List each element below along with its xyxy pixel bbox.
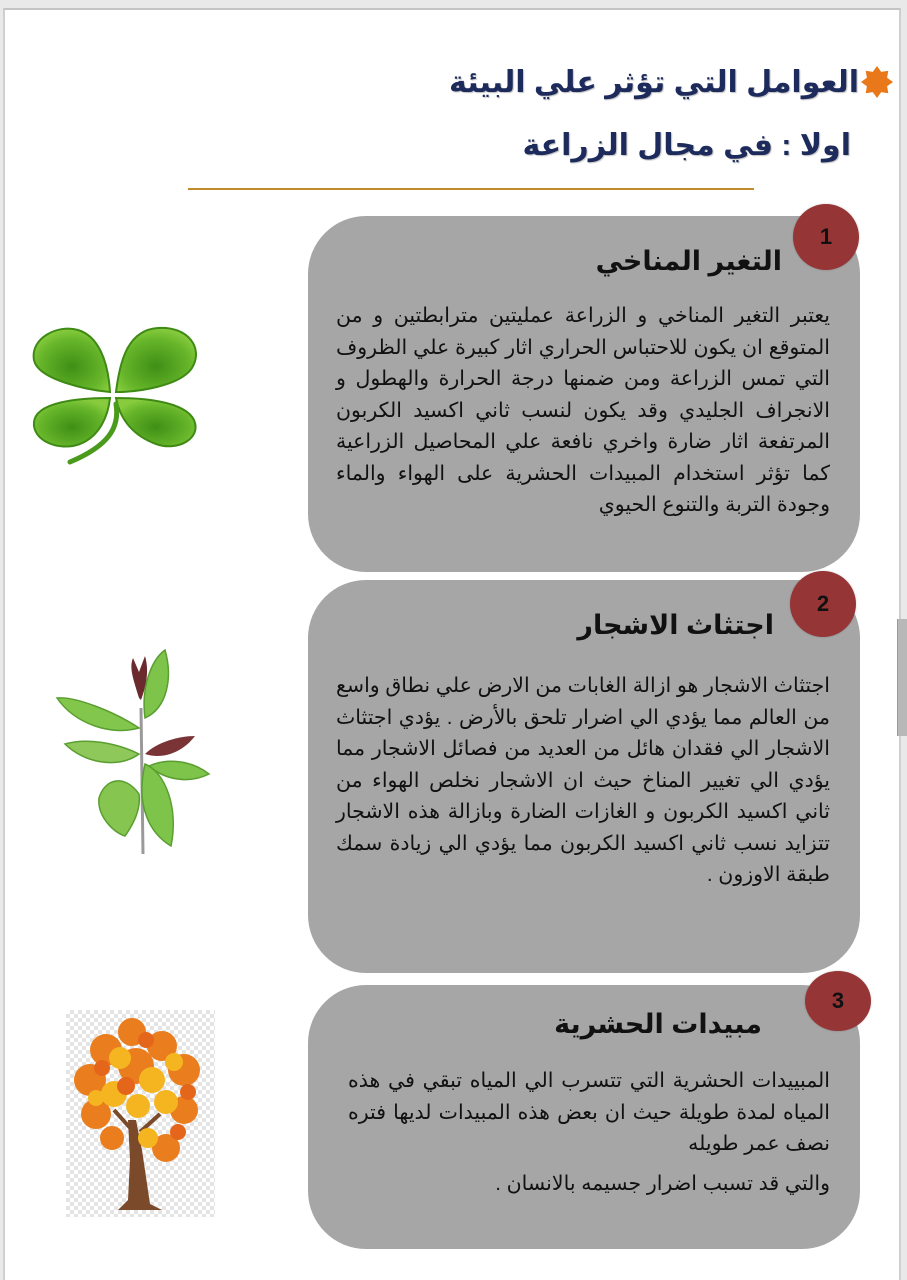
section-paragraph: اجتثاث الاشجار هو ازالة الغابات من الارض علي نطاق واسع من العالم مما يؤدي الي اضرار تلحق بالأرض . يؤدي اجتثاث الاشجار الي فقدان هائل من العديد من فصائل الاشجار مما يؤدي الي تغيير المناخ حيث ان الاشجار نخلص الهواء من ثاني اكسيد الكربون و الغازات الضارة وبازالة هذه الاشجار تتزايد نسب ثاني اكسيد الكربون مما يؤدي الي زيادة سمك طبقة الاوزون .	[336, 674, 830, 886]
scrollbar-thumb[interactable]	[897, 619, 907, 736]
section-paragraph: يعتبر التغير المناخي و الزراعة عمليتين مترابطتين و من المتوقع ان يكون للاحتباس الحراري اثار كبيرة علي الظروف التي تمس الزراعة ومن ضمنها درجة الحرارة والهطول و الانجراف الجليدي وقد يكون لنسب ثاني اكسيد الكربون المرتفعة اثار ضارة واخري نافعة علي المحاصيل الزراعية كما تؤثر استخدام المبيدات الحشرية على الهواء والماء وجودة التربة والتنوع الحيوي	[336, 304, 830, 516]
section-card-deforestation	[308, 580, 860, 973]
section-paragraph: والتي قد تسبب اضرار جسيمه بالانسان .	[495, 1171, 830, 1195]
section-body	[348, 1065, 830, 1199]
section-card-pesticides	[308, 985, 860, 1249]
leafy-branch-icon	[55, 648, 215, 858]
section-title: التغير المناخي	[595, 246, 782, 276]
section-card-climate-change	[308, 216, 860, 572]
header-divider	[188, 188, 754, 190]
orange-star-icon	[859, 64, 895, 100]
section-number-badge: 1	[793, 204, 859, 270]
autumn-tree-icon	[66, 1010, 215, 1217]
section-number-badge: 2	[790, 571, 856, 637]
page-title-row	[449, 60, 895, 104]
page-title: العوامل التي تؤثر علي البيئة	[449, 65, 859, 99]
section-number-badge: 3	[805, 971, 871, 1031]
page-subtitle: اولا : في مجال الزراعة	[522, 129, 851, 162]
section-paragraph: المبييدات الحشرية التي تتسرب الي المياه تبقي في هذه المياه لمدة طويلة حيث ان بعض هذه المبيدات لديها فتره نصف عمر طويله	[348, 1069, 830, 1155]
section-title: اجتثاث الاشجار	[577, 610, 774, 640]
section-body	[336, 670, 830, 891]
section-body	[336, 300, 830, 521]
section-title: مبيدات الحشرية	[554, 1009, 762, 1039]
four-leaf-clover-icon	[28, 320, 200, 466]
